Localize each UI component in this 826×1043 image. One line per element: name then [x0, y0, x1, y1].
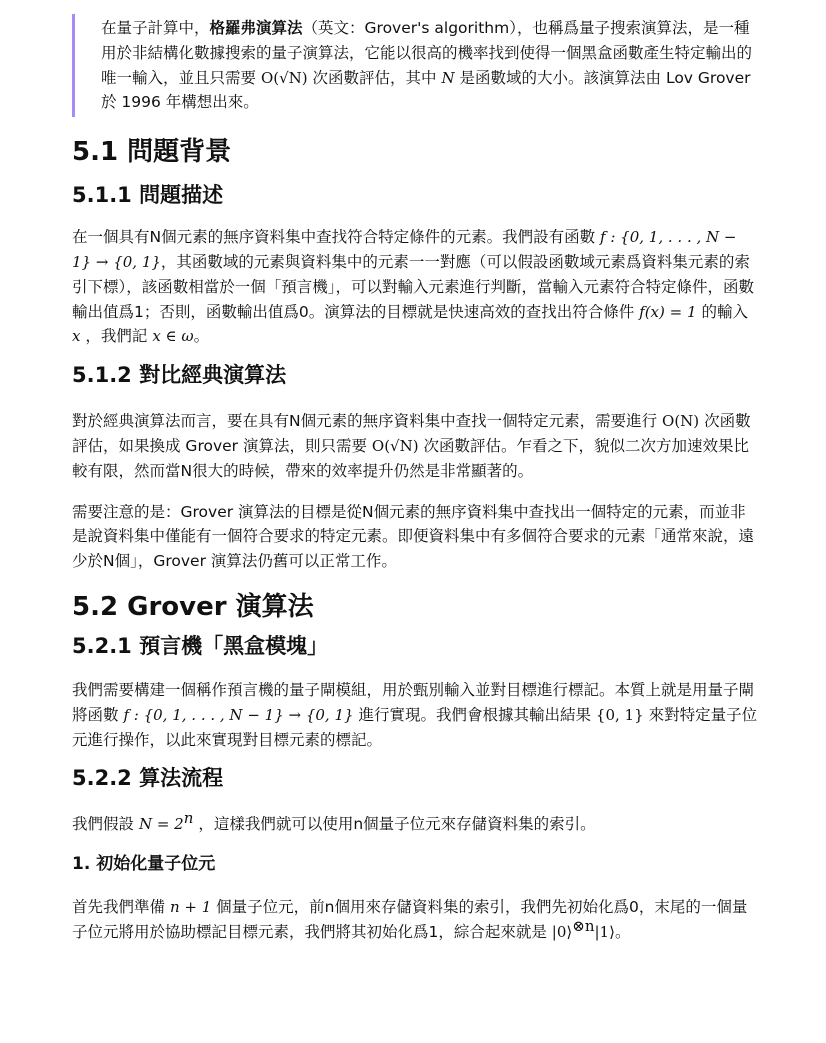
paragraph-text: ，其函數域的元素與資料集中的元素一一對應（可以假設函數域元素爲資料集元素的索引下標），該函數相當於一個「預言機」，可以對輸入元素進行判斷，當輸入元素符合特定條件，函數輸出值爲1；否則，函數輸出值爲0。演算法的目標就是快速高效的查找出符合條件: [72, 252, 755, 321]
math-inline: f : {0, 1, . . . , N − 1} → {0, 1}: [72, 228, 737, 271]
paragraph-text: 。: [614, 922, 631, 941]
math-inline: x: [72, 327, 81, 346]
intro-text: 是函數域的大小。該演算法由 Lov Grover 於 1996 年構想出來。: [101, 68, 751, 112]
paragraph-text: 進行實現。我們會根據其輸出結果: [353, 705, 596, 724]
math-inline: N = 2: [138, 815, 184, 834]
math-inline: f : {0, 1, . . . , N − 1} → {0, 1}: [123, 705, 354, 724]
math-inline: O(√N): [260, 68, 308, 87]
math-inline: {0, 1}: [595, 705, 644, 724]
intro-blockquote: [72, 14, 760, 117]
math-inline: x ∈ ω: [152, 327, 194, 346]
paragraph-text: 次函數評估。乍看之下，貌似二次方加速效果比較有限，然而當N很大的時候，帶來的效率提升仍然是非常顯著的。: [72, 436, 750, 480]
subsection-heading-5-1-2: 5.1.2 對比經典演算法: [72, 363, 287, 388]
paragraph-text: 我們需要構建一個稱作預言機的量子閘模組，用於甄別輸入並對目標進行標記。本質上就是用量子閘將函數: [72, 680, 755, 724]
subsection-heading-5-2-1: 5.2.1 預言機「黑盒模塊」: [72, 633, 329, 658]
paragraph-text: ，我們記: [80, 327, 153, 346]
math-inline: |0⟩: [551, 922, 573, 941]
math-inline: n + 1: [169, 898, 212, 917]
intro-text: 在量子計算中，: [101, 19, 210, 37]
article-content: [72, 14, 760, 945]
paragraph-text: 個量子位元，前n個用來存儲資料集的索引，我們先初始化爲0，末尾的一個量子位元將用於協助標記目標元素，我們將其初始化爲1，綜合起來就是: [72, 898, 748, 941]
intro-text: 次函數評估，其中: [307, 68, 442, 87]
section-heading-5-2: 5.2 Grover 演算法: [72, 591, 314, 622]
paragraph-algorithm-flow: [72, 809, 760, 837]
paragraph-text: 對於經典演算法而言，要在具有N個元素的無序資料集中查找一個特定元素，需要進行: [72, 412, 663, 431]
section-heading-5-1: 5.1 問題背景: [72, 137, 232, 168]
paragraph-text: 的輸入: [696, 302, 748, 321]
math-inline: N: [441, 68, 455, 87]
subsection-heading-5-1-1: 5.1.1 問題描述: [72, 183, 224, 208]
paragraph-classical-comparison: [72, 409, 760, 483]
paragraph-problem-description: [72, 225, 760, 349]
math-superscript: n: [183, 809, 194, 828]
paragraph-text: 首先我們準備: [72, 898, 170, 917]
paragraph-text: 來對特定量子位元進行操作，以此來實現對目標元素的標記。: [72, 705, 758, 749]
paragraph-text: 我們假設: [72, 815, 139, 834]
intro-bold-term: 格羅弗演算法: [209, 19, 303, 37]
paragraph-text: ，這樣我們就可以使用n個量子位元來存儲資料集的索引。: [193, 815, 596, 834]
subsection-heading-5-2-2: 5.2.2 算法流程: [72, 766, 224, 791]
paragraph-oracle: [72, 678, 760, 752]
math-superscript: ⊗n: [572, 916, 595, 935]
math-inline: f(x) = 1: [639, 302, 697, 321]
intro-text: （英文：Grover's algorithm），也稱爲量子搜索演算法，是一種用於非結構化數據搜索的量子演算法，它能以很高的機率找到使得一個黑盒函數產生特定輸出的唯一輸入，並且只需要: [101, 19, 753, 87]
paragraph-text: 次函數評估，如果換成 Grover 演算法，則只需要: [72, 412, 751, 455]
paragraph-text: 。: [193, 327, 210, 346]
paragraph-initialize: [72, 895, 760, 945]
step-heading-initialize: 1. 初始化量子位元: [72, 854, 216, 875]
paragraph-note: 需要注意的是：Grover 演算法的目標是從N個元素的無序資料集中查找出一個特定的元素，而並非是說資料集中僅能有一個符合要求的特定元素。即便資料集中有多個符合要求的元素「通常來說，遠少於N個」，Grover 演算法仍舊可以正常工作。: [72, 502, 755, 571]
math-inline: |1⟩: [594, 922, 615, 941]
paragraph-text: 在一個具有N個元素的無序資料集中查找符合特定條件的元素。我們設有函數: [72, 228, 601, 247]
math-inline: O(√N): [371, 436, 419, 455]
math-inline: O(N): [662, 412, 700, 431]
